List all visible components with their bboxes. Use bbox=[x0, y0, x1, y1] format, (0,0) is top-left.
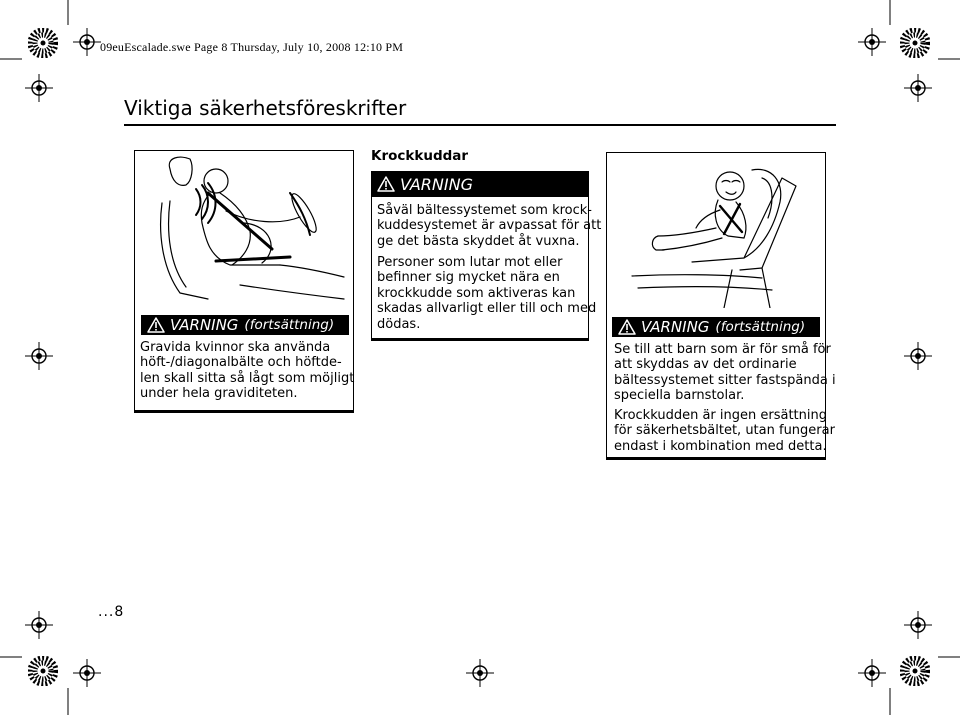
warning-text-middle-2: Personer som lutar mot eller befinner sig mycket nära en krockkudde som aktiveras kan skadas allvarligt eller till och med dödas. bbox=[377, 255, 597, 332]
crosshair-registration-icon bbox=[73, 659, 101, 687]
crosshair-registration-icon bbox=[73, 28, 101, 56]
warning-triangle-icon bbox=[618, 319, 636, 335]
starburst-registration-icon bbox=[28, 656, 58, 686]
box-bottom-rule bbox=[606, 457, 826, 460]
section-heading: Krockkuddar bbox=[371, 148, 469, 164]
crosshair-registration-icon bbox=[25, 342, 53, 370]
warning-label: VARNING bbox=[170, 316, 239, 334]
crosshair-registration-icon bbox=[858, 28, 886, 56]
warning-text-right-1: Se till att barn som är för små för att skyddas av det ordinarie bältessystemet sitter fastspända i speciella barnstolar. bbox=[614, 342, 836, 404]
starburst-registration-icon bbox=[900, 656, 930, 686]
warning-text-left: Gravida kvinnor ska använda höft-/diagonalbälte och höftde- len skall sitta så lågt som möjligt under hela graviditeten. bbox=[140, 340, 355, 402]
warning-header-right bbox=[612, 317, 820, 337]
crosshair-registration-icon bbox=[904, 342, 932, 370]
child-seat-illustration bbox=[612, 158, 820, 308]
page-title: Viktiga säkerhetsföreskrifter bbox=[124, 96, 407, 120]
warning-continued-label: (fortsättning) bbox=[244, 317, 335, 333]
warning-label: VARNING bbox=[641, 318, 710, 336]
file-slug-line: 09euEscalade.swe Page 8 Thursday, July 10, 2008 12:10 PM bbox=[100, 40, 404, 54]
crosshair-registration-icon bbox=[858, 659, 886, 687]
warning-triangle-icon bbox=[147, 317, 165, 333]
crosshair-registration-icon bbox=[904, 611, 932, 639]
starburst-registration-icon bbox=[28, 28, 58, 58]
warning-text-right-2: Krockkudden är ingen ersättning för säkerhetsbältet, utan fungerar endast i kombination med detta. bbox=[614, 408, 835, 454]
crosshair-registration-icon bbox=[25, 611, 53, 639]
box-bottom-rule bbox=[134, 410, 354, 413]
warning-header-middle bbox=[371, 171, 589, 197]
pregnant-driver-illustration bbox=[140, 153, 348, 313]
box-bottom-rule bbox=[371, 338, 589, 341]
warning-triangle-icon bbox=[377, 176, 395, 192]
crosshair-registration-icon bbox=[466, 659, 494, 687]
warning-text-middle-1: Såväl bältessystemet som krock- kuddesystemet är avpassat för att ge det bästa skyddet åt vuxna. bbox=[377, 203, 602, 249]
starburst-registration-icon bbox=[900, 28, 930, 58]
warning-continued-label: (fortsättning) bbox=[715, 319, 806, 335]
crosshair-registration-icon bbox=[25, 74, 53, 102]
crosshair-registration-icon bbox=[904, 74, 932, 102]
warning-header-left bbox=[141, 315, 349, 335]
warning-label: VARNING bbox=[400, 174, 473, 194]
title-divider bbox=[124, 124, 836, 126]
page-number: ...8 bbox=[98, 604, 125, 620]
